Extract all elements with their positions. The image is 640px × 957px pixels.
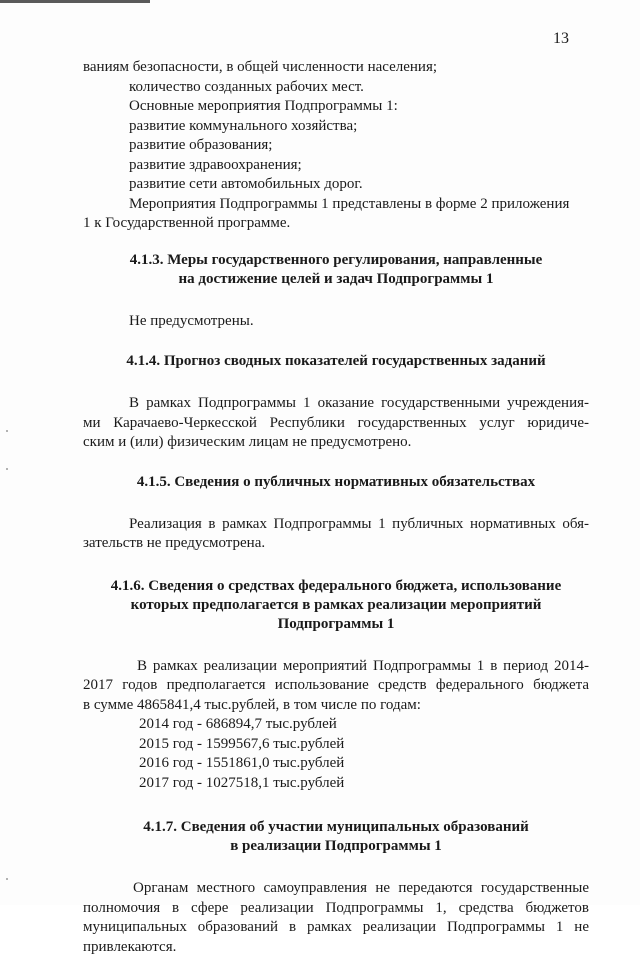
list-item: развитие образования; [83, 136, 589, 156]
paragraph-line: количество созданных рабочих мест. [83, 78, 589, 98]
paragraph-line: Не предусмотрены. [83, 312, 589, 332]
list-item: развитие здравоохранения; [83, 156, 589, 176]
paragraph-line: Мероприятия Подпрограммы 1 представлены в форме 2 приложения [83, 195, 589, 215]
budget-year-line: 2017 год - 1027518,1 тыс.рублей [83, 774, 589, 794]
section-heading-4-1-6 [83, 577, 589, 634]
heading-line: Подпрограммы 1 [83, 615, 589, 634]
heading-line: 4.1.6. Сведения о средствах федерального бюджета, использование [83, 577, 589, 596]
paragraph-line: полномочия в сфере реализации Подпрограммы 1, средства бюджетов [83, 899, 589, 919]
heading-line: в реализации Подпрограммы 1 [83, 837, 589, 856]
paragraph-line: В рамках Подпрограммы 1 оказание государственными учреждения- [83, 394, 589, 414]
paragraph-line: В рамках реализации мероприятий Подпрограммы 1 в период 2014- [83, 657, 589, 677]
section-heading-4-1-7 [83, 818, 589, 856]
section-heading-4-1-4 [83, 352, 589, 371]
paragraph-line: Основные мероприятия Подпрограммы 1: [83, 97, 589, 117]
paragraph-line: Органам местного самоуправления не передаются государственные [83, 879, 589, 899]
list-item: развитие сети автомобильных дорог. [83, 175, 589, 195]
scan-speck [6, 878, 8, 880]
page-number: 13 [553, 30, 569, 48]
heading-line: 4.1.7. Сведения об участии муниципальных образований [83, 818, 589, 837]
paragraph-line: ми Карачаево-Черкесской Республики государственных услуг юридиче- [83, 414, 589, 434]
paragraph-line: ским и (или) физическим лицам не предусмотрено. [83, 433, 589, 453]
heading-line: 4.1.5. Сведения о публичных нормативных обязательствах [83, 473, 589, 492]
list-item: развитие коммунального хозяйства; [83, 117, 589, 137]
paragraph-line: 1 к Государственной программе. [83, 214, 589, 234]
document-body [83, 58, 589, 957]
paragraph-line: Реализация в рамках Подпрограммы 1 публичных нормативных обя- [83, 515, 589, 535]
scan-edge-line [0, 0, 150, 3]
paragraph-line: привлекаются. [83, 938, 589, 957]
paragraph-line: ваниям безопасности, в общей численности населения; [83, 58, 589, 78]
paragraph-line: в сумме 4865841,4 тыс.рублей, в том числе по годам: [83, 696, 589, 716]
section-heading-4-1-3 [83, 251, 589, 289]
heading-line: 4.1.4. Прогноз сводных показателей государственных заданий [83, 352, 589, 371]
budget-year-line: 2015 год - 1599567,6 тыс.рублей [83, 735, 589, 755]
heading-line: которых предполагается в рамках реализации мероприятий [83, 596, 589, 615]
heading-line: 4.1.3. Меры государственного регулирования, направленные [83, 251, 589, 270]
scan-speck [6, 468, 8, 470]
paragraph-line: зательств не предусмотрена. [83, 534, 589, 554]
heading-line: на достижение целей и задач Подпрограммы 1 [83, 270, 589, 289]
paragraph-line: муниципальных образований в рамках реализации Подпрограммы 1 не [83, 918, 589, 938]
paragraph-line: 2017 годов предполагается использование средств федерального бюджета [83, 676, 589, 696]
budget-year-line: 2016 год - 1551861,0 тыс.рублей [83, 754, 589, 774]
scan-speck [6, 430, 8, 432]
budget-year-line: 2014 год - 686894,7 тыс.рублей [83, 715, 589, 735]
section-heading-4-1-5 [83, 473, 589, 492]
